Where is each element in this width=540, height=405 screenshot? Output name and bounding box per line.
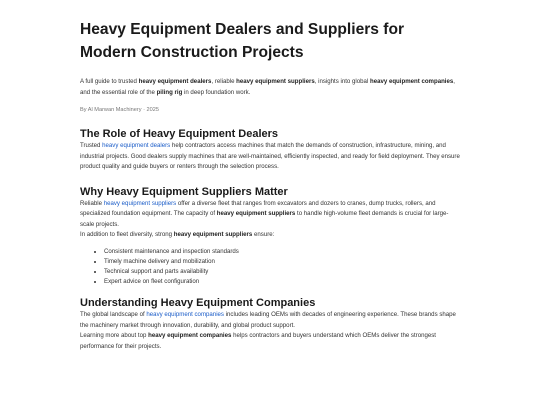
dealers-paragraph <box>80 141 460 173</box>
suppliers-paragraph <box>80 199 460 231</box>
paragraph-text: ensure: <box>252 231 275 238</box>
supplier-benefits-list <box>80 247 460 288</box>
paragraph-text: The global landscape of <box>80 311 147 319</box>
list-item: • Timely machine delivery and mobilization <box>104 257 460 267</box>
intro-text: , reliable <box>211 78 237 85</box>
paragraph-bold: heavy equipment suppliers <box>173 231 253 238</box>
paragraph-text: Reliable <box>80 199 104 207</box>
paragraph-text: Trusted <box>80 142 103 149</box>
suppliers-ensure-paragraph <box>80 230 460 241</box>
list-item: • Expert advice on fleet configuration <box>104 277 460 287</box>
page-title: Heavy Equipment Dealers and Suppliers for Modern Construction Projects <box>80 21 405 61</box>
section-heading-suppliers: Why Heavy Equipment Suppliers Matter <box>80 185 288 198</box>
section-heading-companies: Understanding Heavy Equipment Companies <box>80 297 316 310</box>
paragraph-text: includes leading OEMs with decades of engineering experience. These brands shape the machinery market through innovation, durability, and global product support. <box>80 311 456 329</box>
intro-text: A full guide to trusted <box>80 78 139 85</box>
intro-bold: heavy equipment suppliers <box>236 78 315 85</box>
paragraph-text: In addition to fleet diversity, strong <box>80 231 174 238</box>
list-item: • Technical support and parts availability <box>104 267 460 277</box>
dealers-link[interactable]: heavy equipment dealers <box>102 142 171 149</box>
intro-text: , and the essential role of the <box>80 78 455 96</box>
paragraph-text: offer a diverse fleet that ranges from excavators and dozers to cranes, dump trucks, rollers, and specialized foundation equipment. The capacity of <box>80 199 436 217</box>
list-item: • Consistent maintenance and inspection standards <box>104 247 460 257</box>
byline: By Al Marwan Machinery · 2025 <box>80 107 159 113</box>
paragraph-text: help contractors access machines that match the demands of construction, infrastructure, mining, and industrial projects. Good dealers supply machines that are well-maintained, efficiently inspected, and ready for field deployment. They ensure product quality and guide buyers or renters through the selection process. <box>80 142 460 170</box>
article <box>80 0 460 352</box>
companies-learn-paragraph <box>80 331 460 352</box>
paragraph-text: Learning more about top <box>80 332 149 340</box>
intro-text: in deep foundation work. <box>182 88 251 96</box>
section-heading-dealers: The Role of Heavy Equipment Dealers <box>80 128 279 140</box>
intro-bold: heavy equipment companies <box>369 78 454 85</box>
intro-bold: piling rig <box>156 88 183 96</box>
suppliers-link[interactable]: heavy equipment suppliers <box>103 199 177 207</box>
intro-text: , insights into global <box>314 78 370 85</box>
intro-bold: heavy equipment dealers <box>138 78 212 85</box>
intro-paragraph <box>80 77 460 98</box>
paragraph-text: helps contractors and buyers understand which OEMs deliver the strongest performance for their projects. <box>80 332 436 350</box>
paragraph-text: to handle high-volume fleet demands is crucial for large-scale projects. <box>80 210 449 228</box>
paragraph-bold: heavy equipment suppliers <box>216 210 296 217</box>
paragraph-bold: heavy equipment companies <box>148 332 232 340</box>
companies-link[interactable]: heavy equipment companies <box>146 311 224 319</box>
companies-paragraph <box>80 310 460 331</box>
